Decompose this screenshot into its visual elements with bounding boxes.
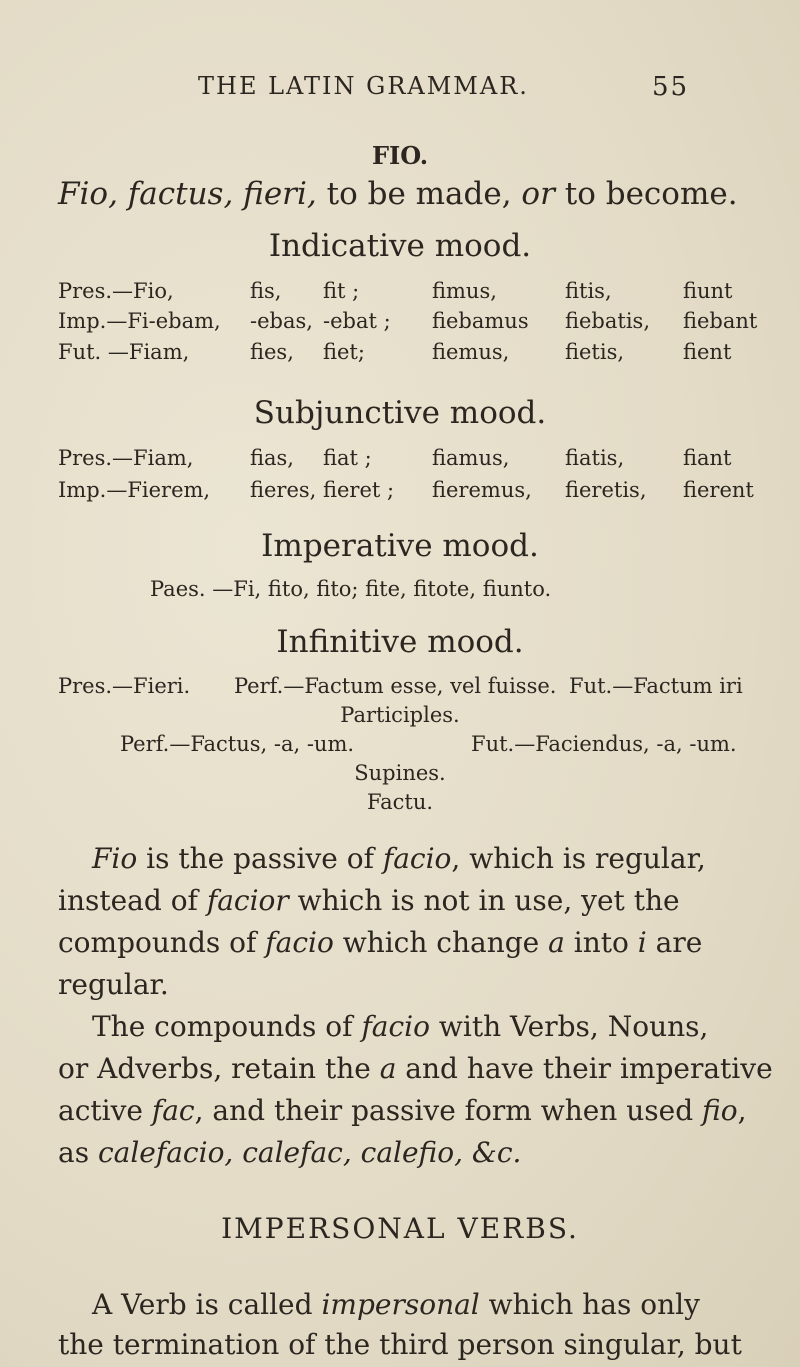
infinitive-perfect: Perf.—Factum esse, vel fuisse. <box>234 674 557 698</box>
subjunctive-present-row <box>0 446 800 476</box>
section-title: FIO. <box>371 141 429 170</box>
cell: fierent <box>683 478 754 502</box>
impersonal-line1 <box>92 1288 772 1321</box>
cell: fiet; <box>323 340 365 364</box>
text: , <box>737 1094 747 1127</box>
cell: fit ; <box>323 279 360 303</box>
imperative-heading: Imperative mood. <box>261 528 539 564</box>
running-title: THE LATIN GRAMMAR. <box>198 72 529 100</box>
cell: fiatis, <box>565 446 625 470</box>
para2-line2 <box>58 1052 773 1085</box>
cell: fias, <box>250 446 294 470</box>
text: facio <box>361 1010 430 1043</box>
cell: fiat ; <box>323 446 372 470</box>
cell: Imp.—Fi-ebam, <box>58 309 221 333</box>
text: facio <box>382 842 452 875</box>
indicative-present-row <box>0 279 800 309</box>
text: a <box>548 926 565 959</box>
cell: Pres.—Fio, <box>58 279 174 303</box>
principal-parts-meaning: to be made, <box>316 176 522 212</box>
indicative-imperfect-row <box>0 309 800 339</box>
principal-parts-meaning-2: to become. <box>554 176 738 212</box>
cell: fietis, <box>565 340 625 364</box>
participles-heading: Participles. <box>340 703 460 727</box>
text: instead of <box>58 884 207 917</box>
cell: fiebatis, <box>565 309 651 333</box>
principal-parts <box>58 176 738 212</box>
para2-line4 <box>58 1136 738 1169</box>
cell: fieremus, <box>432 478 532 502</box>
text: , and their passive form when used <box>194 1094 703 1127</box>
principal-parts-forms: Fio, factus, fieri, <box>58 176 317 212</box>
text: The compounds of <box>92 1010 362 1043</box>
supine-value: Factu. <box>366 790 434 814</box>
cell: Pres.—Fiam, <box>58 446 194 470</box>
cell: -ebas, <box>250 309 313 333</box>
text: calefacio, calefac, calefio, &c. <box>97 1136 522 1169</box>
text: facio <box>265 926 334 959</box>
text: impersonal <box>321 1288 480 1321</box>
text: as <box>58 1136 98 1169</box>
text: , which is regular, <box>451 842 706 875</box>
supines-heading: Supines. <box>354 761 446 785</box>
para2-line1 <box>92 1010 772 1043</box>
infinitive-future: Fut.—Factum iri <box>569 674 743 698</box>
text: or Adverbs, retain the <box>58 1052 380 1085</box>
text: facior <box>206 884 289 917</box>
cell: fiunt <box>683 279 733 303</box>
text: and have their imperative <box>396 1052 773 1085</box>
subjunctive-imperfect-row <box>0 478 800 508</box>
cell: fiemus, <box>432 340 510 364</box>
indicative-future-row <box>0 340 800 370</box>
indicative-heading: Indicative mood. <box>268 228 532 264</box>
cell: fiant <box>683 446 732 470</box>
cell: fiebamus <box>432 309 529 333</box>
impersonal-line2: the termination of the third person singular, but <box>58 1328 742 1361</box>
text: with Verbs, Nouns, <box>430 1010 709 1043</box>
text: fio <box>702 1094 738 1127</box>
cell: fieretis, <box>565 478 647 502</box>
cell: Imp.—Fierem, <box>58 478 211 502</box>
cell: fiamus, <box>432 446 510 470</box>
cell: fiebant <box>683 309 758 333</box>
cell: fitis, <box>565 279 612 303</box>
para1-line4: regular. <box>58 968 169 1001</box>
principal-parts-or: or <box>521 176 555 212</box>
cell: fieres, <box>250 478 317 502</box>
subjunctive-heading: Subjunctive mood. <box>253 395 547 431</box>
text: into <box>564 926 638 959</box>
para2-line3 <box>58 1094 747 1127</box>
cell: Fut. —Fiam, <box>58 340 190 364</box>
text: compounds of <box>58 926 266 959</box>
cell: fies, <box>250 340 294 364</box>
text: is the passive of <box>137 842 383 875</box>
text: active <box>58 1094 152 1127</box>
text: which is not in use, yet the <box>288 884 680 917</box>
text: fac <box>151 1094 195 1127</box>
text: A Verb is called <box>92 1288 322 1321</box>
text: Fio <box>92 842 138 875</box>
para1-line2 <box>58 884 738 917</box>
participle-perfect: Perf.—Factus, -a, -um. <box>120 732 355 756</box>
para1-line3 <box>58 926 738 959</box>
impersonal-heading: IMPERSONAL VERBS. <box>221 1212 579 1245</box>
text: which has only <box>479 1288 700 1321</box>
infinitive-heading: Infinitive mood. <box>276 624 524 660</box>
imperative-line: Paes. —Fi, fito, fito; fite, fitote, fiunto. <box>150 577 552 601</box>
text: a <box>379 1052 397 1085</box>
page-number: 55 <box>652 72 690 102</box>
cell: fieret ; <box>323 478 395 502</box>
participle-future: Fut.—Faciendus, -a, -um. <box>471 732 737 756</box>
text: are <box>646 926 703 959</box>
text: which change <box>333 926 549 959</box>
text: i <box>637 926 647 959</box>
infinitive-present: Pres.—Fieri. <box>58 674 191 698</box>
cell: -ebat ; <box>323 309 391 333</box>
cell: fimus, <box>432 279 497 303</box>
para1-line1 <box>92 842 772 875</box>
cell: fient <box>683 340 732 364</box>
cell: fis, <box>250 279 282 303</box>
